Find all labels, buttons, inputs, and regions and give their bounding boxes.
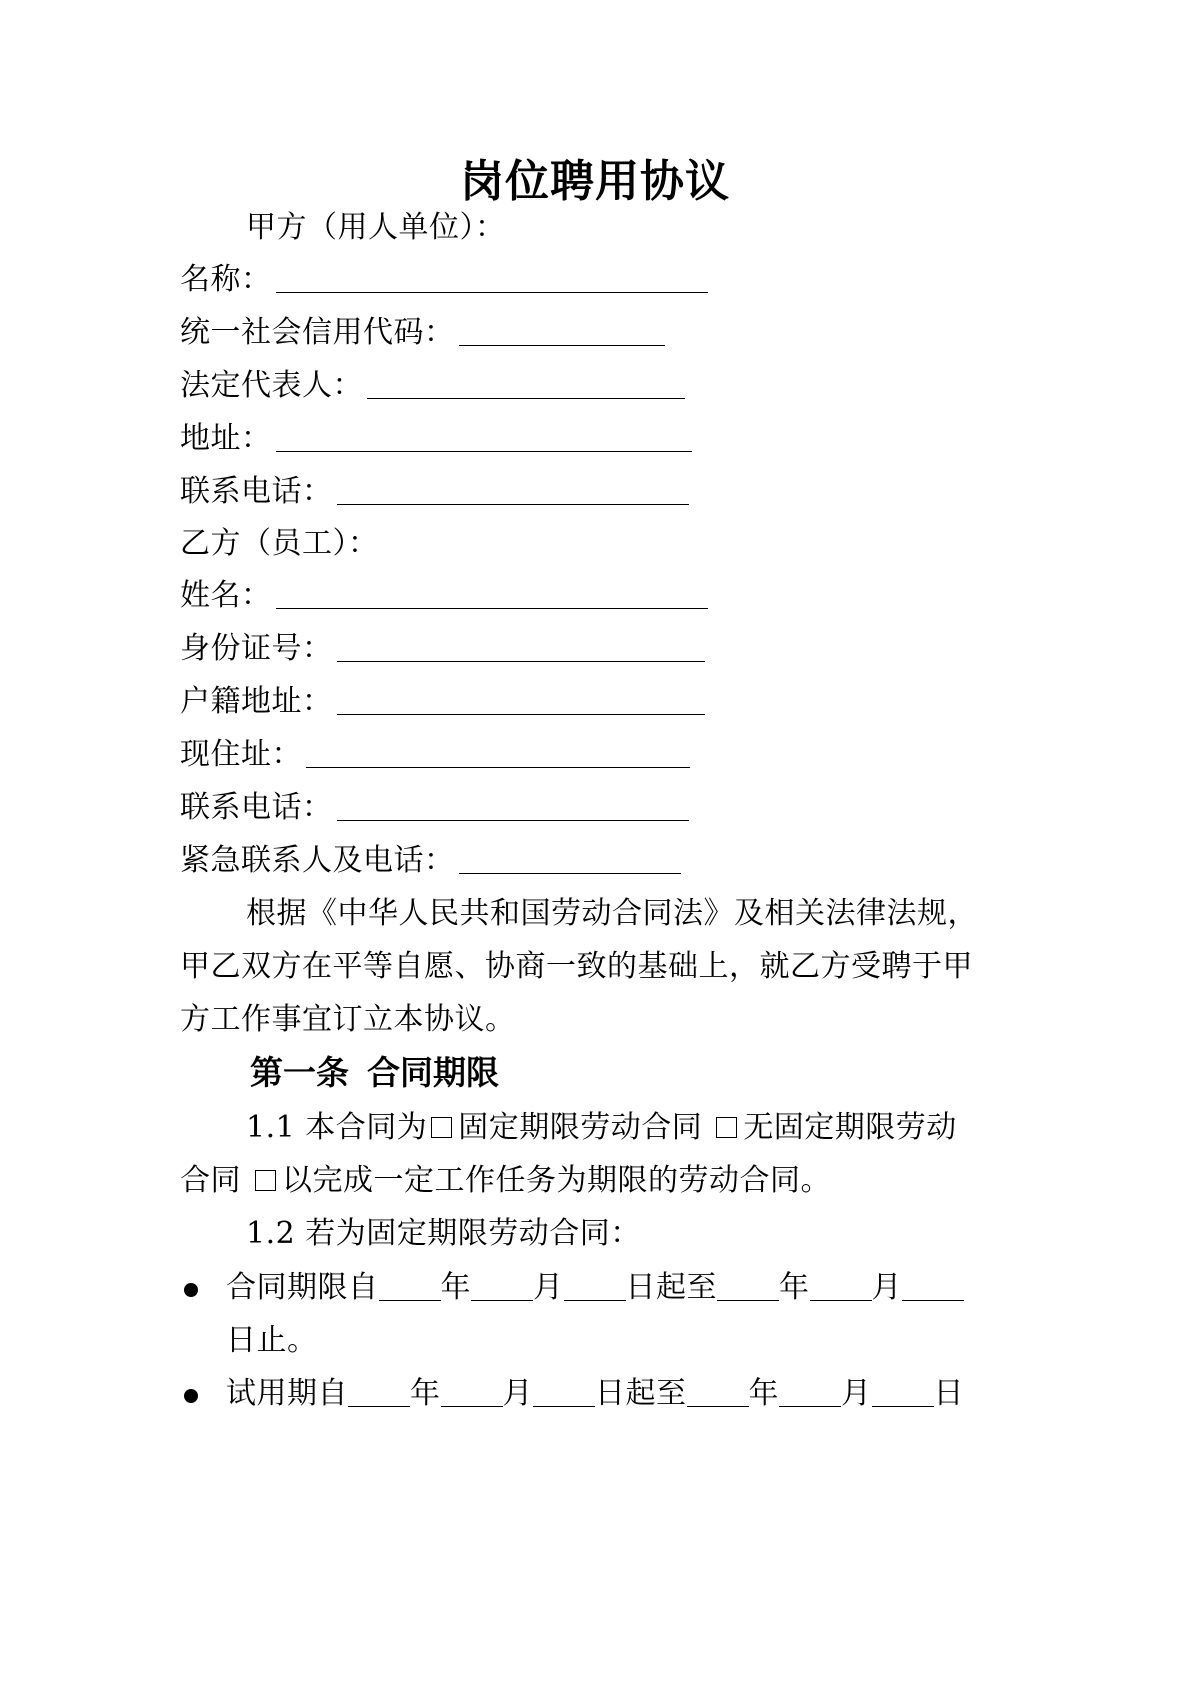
contract-term-row bbox=[226, 1266, 964, 1310]
clause-1-2-text: 若为固定期限劳动合同： bbox=[305, 1216, 641, 1251]
party-a-name-blank[interactable] bbox=[276, 262, 708, 293]
start-day-blank[interactable] bbox=[564, 1270, 626, 1301]
article-1-number: 第一条 bbox=[250, 1053, 349, 1092]
open-term-checkbox[interactable] bbox=[716, 1117, 737, 1138]
article-1-title: 合同期限 bbox=[367, 1053, 499, 1092]
article-1-heading bbox=[250, 1051, 499, 1095]
party-b-current-address-blank[interactable] bbox=[306, 737, 690, 768]
party-b-phone-label: 联系电话： bbox=[180, 790, 333, 825]
party-b-current-address-row bbox=[180, 733, 690, 777]
clause-1-2 bbox=[246, 1212, 641, 1256]
probation-end-year-unit: 年 bbox=[748, 1376, 779, 1411]
probation-row bbox=[226, 1372, 964, 1416]
party-b-name-blank[interactable] bbox=[276, 578, 708, 609]
probation-prefix: 试用期自 bbox=[226, 1376, 348, 1411]
end-year-blank[interactable] bbox=[717, 1270, 779, 1301]
party-a-phone-blank[interactable] bbox=[337, 474, 689, 505]
start-year-blank[interactable] bbox=[379, 1270, 441, 1301]
preamble-line-2: 甲乙双方在平等自愿、协商一致的基础上，就乙方受聘于甲 bbox=[180, 949, 973, 984]
end-day-blank[interactable] bbox=[902, 1270, 964, 1301]
probation-start-day-unit: 日起至 bbox=[595, 1376, 687, 1411]
bullet-dot bbox=[184, 1389, 198, 1403]
probation-start-month-unit: 月 bbox=[502, 1376, 533, 1411]
preamble-line-3: 方工作事宜订立本协议。 bbox=[180, 1002, 516, 1037]
party-a-address-row bbox=[180, 417, 692, 461]
party-b-emergency-blank[interactable] bbox=[459, 843, 681, 874]
party-b-emergency-row bbox=[180, 839, 681, 883]
probation-end-day-unit: 日 bbox=[933, 1376, 964, 1411]
party-a-heading: 甲方（用人单位）： bbox=[246, 210, 506, 245]
start-day-unit: 日起至 bbox=[625, 1270, 717, 1305]
bullet-dot bbox=[184, 1283, 198, 1297]
party-a-name-label: 名称： bbox=[180, 262, 272, 297]
party-a-legal-rep-blank[interactable] bbox=[367, 368, 685, 399]
end-month-unit: 月 bbox=[871, 1270, 902, 1305]
party-a-credit-code-blank[interactable] bbox=[459, 315, 665, 346]
party-b-phone-row bbox=[180, 786, 689, 830]
party-a-credit-code-label: 统一社会信用代码： bbox=[180, 315, 455, 350]
task-term-checkbox[interactable] bbox=[255, 1170, 276, 1191]
clause-1-2-number: 1.2 bbox=[246, 1216, 296, 1251]
end-year-unit: 年 bbox=[779, 1270, 810, 1305]
fixed-term-checkbox[interactable] bbox=[431, 1117, 452, 1138]
probation-start-day-blank[interactable] bbox=[533, 1376, 595, 1407]
probation-start-month-blank[interactable] bbox=[441, 1376, 503, 1407]
contract-term-prefix: 合同期限自 bbox=[226, 1270, 379, 1305]
party-a-address-label: 地址： bbox=[180, 421, 272, 456]
document-title: 岗位聘用协议 bbox=[460, 156, 730, 207]
party-b-emergency-label: 紧急联系人及电话： bbox=[180, 843, 455, 878]
preamble-line-1: 根据《中华人民共和国劳动合同法》及相关法律法规， bbox=[246, 896, 978, 931]
party-b-id-blank[interactable] bbox=[337, 631, 705, 662]
party-b-current-address-label: 现住址： bbox=[180, 737, 302, 772]
party-a-name-row bbox=[180, 258, 708, 302]
party-b-household-row bbox=[180, 680, 705, 724]
clause-1-1-line-2 bbox=[180, 1159, 831, 1203]
party-b-heading: 乙方（员工）： bbox=[180, 526, 379, 561]
party-a-credit-code-row bbox=[180, 311, 665, 355]
clause-1-1-intro: 本合同为 bbox=[305, 1110, 428, 1145]
party-b-id-row bbox=[180, 627, 705, 671]
party-a-phone-row bbox=[180, 470, 689, 514]
party-b-household-blank[interactable] bbox=[337, 684, 705, 715]
end-month-blank[interactable] bbox=[810, 1270, 872, 1301]
start-month-unit: 月 bbox=[533, 1270, 564, 1305]
party-a-legal-rep-label: 法定代表人： bbox=[180, 368, 363, 403]
probation-end-month-unit: 月 bbox=[841, 1376, 872, 1411]
party-a-address-blank[interactable] bbox=[276, 421, 692, 452]
party-b-household-label: 户籍地址： bbox=[180, 684, 333, 719]
probation-start-year-blank[interactable] bbox=[348, 1376, 410, 1407]
clause-1-1-number: 1.1 bbox=[246, 1110, 296, 1145]
open-term-option-label-cont: 合同 bbox=[180, 1163, 241, 1198]
party-b-phone-blank[interactable] bbox=[337, 790, 689, 821]
party-b-name-row bbox=[180, 574, 708, 618]
party-a-legal-rep-row bbox=[180, 364, 685, 408]
task-term-option-label: 以完成一定工作任务为期限的劳动合同。 bbox=[282, 1163, 832, 1198]
probation-start-year-unit: 年 bbox=[410, 1376, 441, 1411]
open-term-option-label: 无固定期限劳动 bbox=[743, 1110, 957, 1145]
party-b-id-label: 身份证号： bbox=[180, 631, 333, 666]
start-year-unit: 年 bbox=[440, 1270, 471, 1305]
probation-end-year-blank[interactable] bbox=[687, 1376, 749, 1407]
start-month-blank[interactable] bbox=[471, 1270, 533, 1301]
contract-term-end: 日止。 bbox=[226, 1323, 318, 1358]
clause-1-1-line-1 bbox=[246, 1106, 957, 1150]
probation-end-day-blank[interactable] bbox=[872, 1376, 934, 1407]
party-b-name-label: 姓名： bbox=[180, 578, 272, 613]
party-a-phone-label: 联系电话： bbox=[180, 474, 333, 509]
fixed-term-option-label: 固定期限劳动合同 bbox=[458, 1110, 703, 1145]
probation-end-month-blank[interactable] bbox=[779, 1376, 841, 1407]
